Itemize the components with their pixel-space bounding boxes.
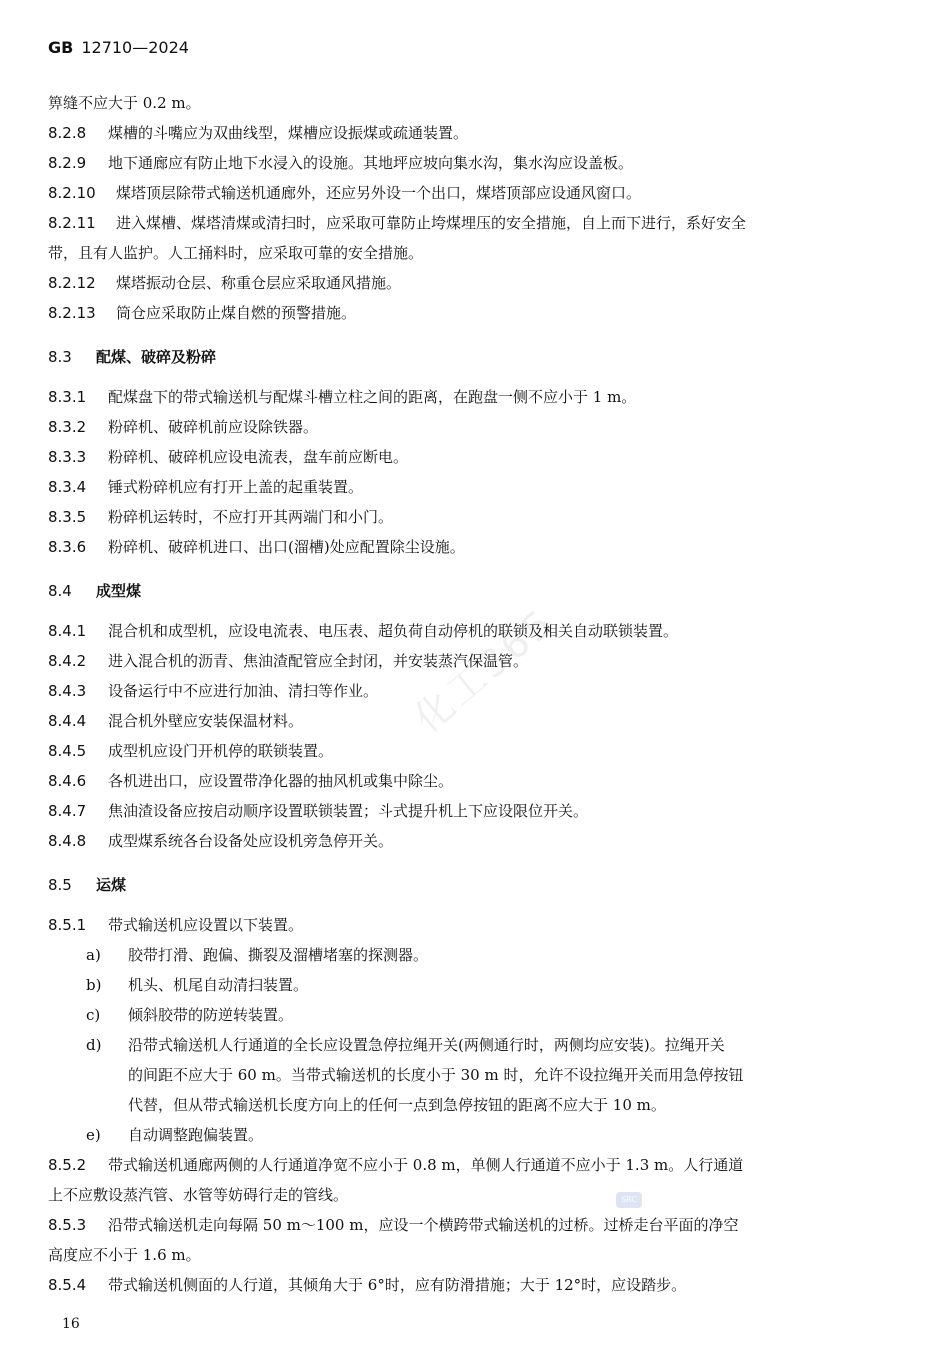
stamp-logo: SRC (616, 1192, 642, 1208)
list-item-d-continued-1: 的间距不应大于 60 m。当带式输送机的长度小于 30 m 时，允许不设拉绳开关而用急停按钮 (128, 1066, 744, 1084)
page-header (48, 38, 189, 57)
list-item-c: c) 倾斜胶带的防逆转装置。 (86, 1006, 294, 1024)
clause-8-5-3: 8.5.3 沿带式输送机走向每隔 50 m～100 m，应设一个横跨带式输送机的过桥。过桥走台平面的净空 (48, 1216, 739, 1234)
clause-8-3-4: 8.3.4 锤式粉碎机应有打开上盖的起重装置。 (48, 478, 364, 496)
clause-8-3-5: 8.3.5 粉碎机运转时，不应打开其两端门和小门。 (48, 508, 394, 526)
clause-8-2-10: 8.2.10 煤塔顶层除带式输送机通廊外，还应另外设一个出口，煤塔顶部应设通风窗口。 (48, 184, 642, 202)
clause-8-3-1: 8.3.1 配煤盘下的带式输送机与配煤斗槽立柱之间的距离，在跑盘一侧不应小于 1 m。 (48, 388, 637, 406)
clause-8-4-6: 8.4.6 各机进出口，应设置带净化器的抽风机或集中除尘。 (48, 772, 454, 790)
list-item-e: e) 自动调整跑偏装置。 (86, 1126, 264, 1144)
clause-8-2-12: 8.2.12 煤塔振动仓层、称重仓层应采取通风措施。 (48, 274, 402, 292)
list-item-b: b) 机头、机尾自动清扫装置。 (86, 976, 309, 994)
clause-8-2-13: 8.2.13 筒仓应采取防止煤自燃的预警措施。 (48, 304, 357, 322)
standard-code: GB (48, 38, 74, 57)
list-item-d-continued-2: 代替，但从带式输送机长度方向上的任何一点到急停按钮的距离不应大于 10 m。 (128, 1096, 666, 1114)
clause-8-2-11-continued: 带，且有人监护。人工捅料时，应采取可靠的安全措施。 (48, 244, 424, 262)
clause-8-3-2: 8.3.2 粉碎机、破碎机前应设除铁器。 (48, 418, 319, 436)
clause-8-4-4: 8.4.4 混合机外壁应安装保温材料。 (48, 712, 304, 730)
document-body (48, 88, 898, 1300)
clause-8-4-7: 8.4.7 焦油渣设备应按启动顺序设置联锁装置；斗式提升机上下应设限位开关。 (48, 802, 589, 820)
clause-8-4-1: 8.4.1 混合机和成型机，应设电流表、电压表、超负荷自动停机的联锁及相关自动联锁装置。 (48, 622, 679, 640)
clause-8-4-2: 8.4.2 进入混合机的沥青、焦油渣配管应全封闭，并安装蒸汽保温管。 (48, 652, 529, 670)
text-line: 箅缝不应大于 0.2 m。 (48, 94, 201, 112)
clause-8-3-6: 8.3.6 粉碎机、破碎机进口、出口(溜槽)处应配置除尘设施。 (48, 538, 465, 556)
clause-8-4-5: 8.4.5 成型机应设门开机停的联锁装置。 (48, 742, 334, 760)
clause-8-2-9: 8.2.9 地下通廊应有防止地下水浸入的设施。其地坪应坡向集水沟，集水沟应设盖板。 (48, 154, 634, 172)
clause-8-2-11: 8.2.11 进入煤槽、煤塔清煤或清扫时，应采取可靠防止垮煤埋压的安全措施，自上而下进行，系好安全 (48, 214, 747, 232)
standard-number: 12710—2024 (81, 38, 189, 57)
clause-8-2-8: 8.2.8 煤槽的斗嘴应为双曲线型，煤槽应设振煤或疏通装置。 (48, 124, 469, 142)
clause-8-4-8: 8.4.8 成型煤系统各台设备处应设机旁急停开关。 (48, 832, 394, 850)
clause-8-5-1: 8.5.1 带式输送机应设置以下装置。 (48, 916, 304, 934)
clause-8-3-3: 8.3.3 粉碎机、破碎机应设电流表，盘车前应断电。 (48, 448, 409, 466)
list-item-a: a) 胶带打滑、跑偏、撕裂及溜槽堵塞的探测器。 (86, 946, 429, 964)
section-heading-8-3: 8.3 配煤、破碎及粉碎 (48, 348, 217, 366)
watermark: 化工365 (405, 599, 564, 742)
clause-8-5-2: 8.5.2 带式输送机通廊两侧的人行通道净宽不应小于 0.8 m，单侧人行通道不应小于 1.3 m。人行通道 (48, 1156, 744, 1174)
clause-8-5-3-continued: 高度应不小于 1.6 m。 (48, 1246, 201, 1264)
section-heading-8-4: 8.4 成型煤 (48, 582, 142, 600)
section-heading-8-5: 8.5 运煤 (48, 876, 127, 894)
clause-8-5-2-continued: 上不应敷设蒸汽管、水管等妨碍行走的管线。 (48, 1186, 349, 1204)
page-number: 16 (62, 1316, 80, 1332)
clause-8-5-4: 8.5.4 带式输送机侧面的人行道，其倾角大于 6°时，应有防滑措施；大于 12°时，应设踏步。 (48, 1276, 687, 1294)
clause-8-4-3: 8.4.3 设备运行中不应进行加油、清扫等作业。 (48, 682, 379, 700)
list-item-d: d) 沿带式输送机人行通道的全长应设置急停拉绳开关(两侧通行时，两侧均应安装)。拉绳开关 (86, 1036, 725, 1054)
